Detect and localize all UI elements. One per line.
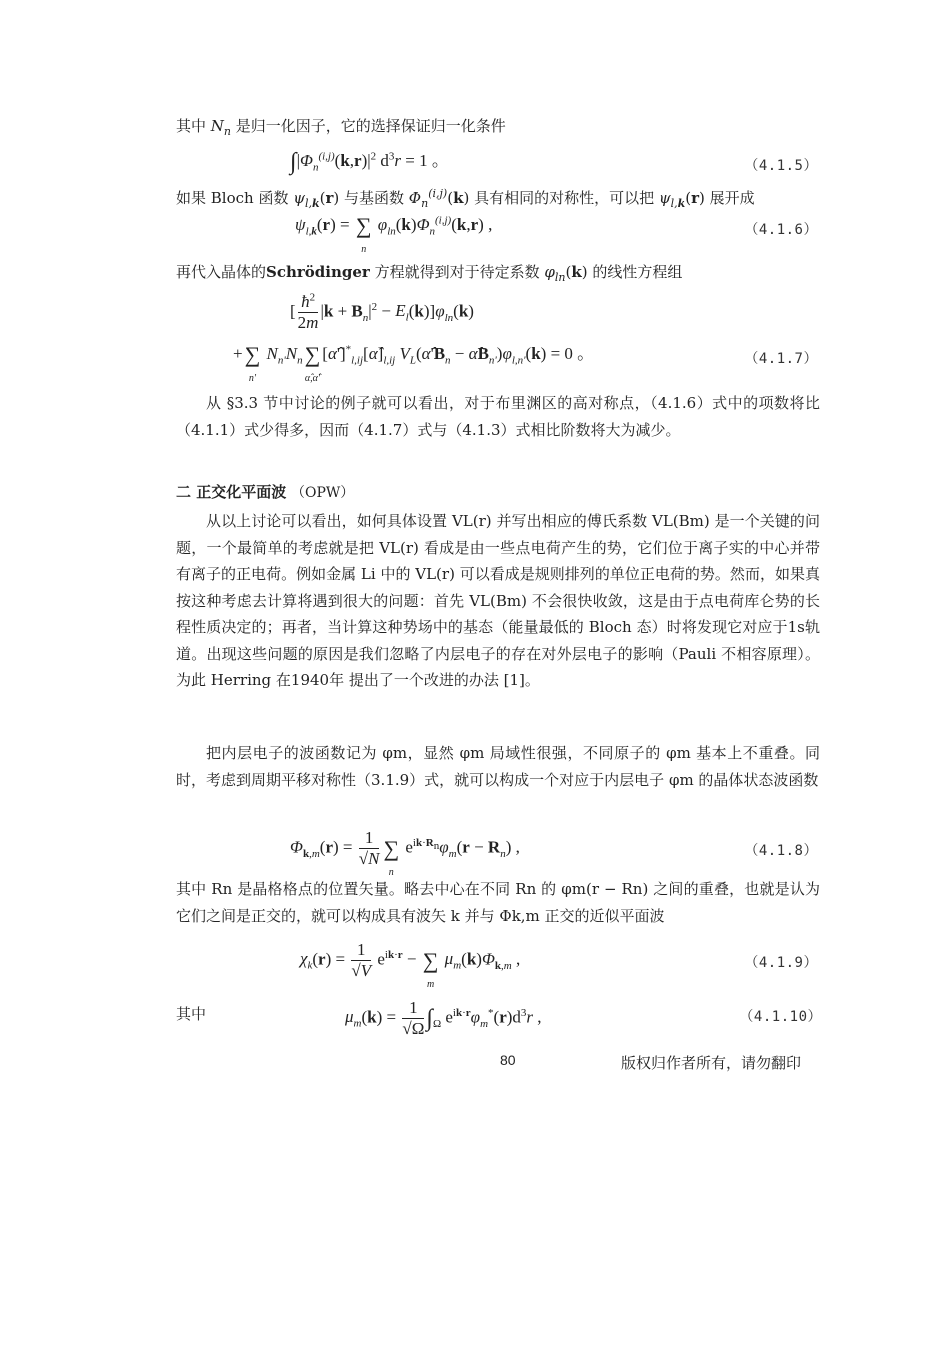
equation-4-1-7-line2: +∑ n' $N_{n'}N_n\sum$ α̂,α̂' $[\alphâ']^*_{l,ij}[\alphâ]_{l,ij}$ $V_L(\alphâ'B_n$ − $\alphâB_{n'})\varphi_{l,n'}(k) = 0$ 。 <box>233 342 595 385</box>
equation-4-1-7-line1: [ $\frac{ħ^2}{2m}$ $|k + B_n|^2 - E_l(k)]\varphi_{ln}(k)$ <box>290 291 474 332</box>
copyright-notice: 版权归作者所有，请勿翻印 <box>621 1054 802 1072</box>
section-heading-opw: 二 正交化平面波 （OPW） <box>176 483 355 501</box>
para-comparison: 从 §3.3 节中讨论的例子就可以看出，对于布里渊区的高对称点，（4.1.6）式中的项数将比（4.1.1）式少得多，因而（4.1.7）式与（4.1.3）式相比阶数将大为减少。 <box>176 394 820 439</box>
equation-number-4-1-7: （4.1.7） <box>744 351 818 367</box>
para-core-wavefunction: 把内层电子的波函数记为 φm，显然 φm 局域性很强，不同原子的 φm 基本上不重叠。同时，考虑到周期平移对称性（3.1.9）式，就可以构成一个对应于内层电子 φm 的晶体状态波函数 <box>176 744 820 789</box>
para-point-charge: 从以上讨论可以看出，如何具体设置 VL(r) 并写出相应的傅氏系数 VL(Bm) 是一个关键的问题，一个最简单的考虑就是把 VL(r) 看成是由一些点电荷产生的势，它们位于离子实的中心并带有离子的正电荷。例如金属 Li 中的 VL(r) 可以看成是规则排列的单位正电荷的势。然而，如果真按这种考虑去计算将遇到很大的问题：首先 VL(Bm) 不会很快收敛，这是由于点电荷库仑势的长程性质决定的；再者，当计算这种势场中的基态（能量最低的 Bloch 态）时将发现它对应于1s轨道。出现这些问题的原因是我们忽略了内层电子的存在对外层电子的影响（Pauli 不相容原理）。为此 Herring 在1940年 提出了一个改进的办法 [1]。 <box>176 512 820 689</box>
equation-number-4-1-6: （4.1.6） <box>744 222 818 238</box>
para-normalization-intro: 其中 $N_n$ 是归一化因子，它的选择保证归一化条件 <box>176 117 506 138</box>
equation-4-1-9: $\chi_k(r)$ = $\frac{1}{√V}$ $e^{ik\cdot r}$ − ∑ m $\mu_m(k)\Phi_{k,m}$ , <box>300 940 521 990</box>
equation-number-4-1-9: （4.1.9） <box>744 955 818 971</box>
equation-number-4-1-5: （4.1.5） <box>744 158 818 174</box>
page-number: 80 <box>500 1052 516 1068</box>
equation-number-4-1-8: （4.1.8） <box>744 843 818 859</box>
para-bloch-expansion: 如果 Bloch 函数 $\psi_{l,k}(r)$ 与基函数 $\Phi_n^{(i,j)}(k)$ 具有相同的对称性，可以把 $\psi_{l,k}(r)$ 展开成 <box>176 187 755 210</box>
para-schrodinger: 再代入晶体的Schrödinger 方程就得到对于待定系数 $\varphi_{ln}(k)$ 的线性方程组 <box>176 263 683 284</box>
equation-4-1-10: $\mu_m(k)$ = $\frac{1}{√\Omega}$ $\int_\Omega$ $e^{ik\cdot r}\varphi_m^*(r)d^3r$ , <box>345 998 542 1038</box>
equation-4-1-5: $\int|\Phi_n^{(i,j)}(k,r)|^2$ $d^3r = 1$ 。 <box>290 149 449 176</box>
equation-4-1-6: $\psi_{l,k}(r)$ = ∑ n $\varphi_{ln}(k)\Phi_n^{(i,j)}(k,r)$ , <box>295 213 493 256</box>
equation-4-1-8: $\Phi_{k,m}(r)$ = $\frac{1}{√N}$ ∑ n $e^{ik\cdot R_n}\varphi_m(r - R_n)$ , <box>290 828 520 878</box>
eq-4-1-10-prefix: 其中 <box>176 1005 207 1023</box>
para-opw-definition: 其中 Rn 是晶格格点的位置矢量。略去中心在不同 Rn 的 φm(r − Rn) 之间的重叠，也就是认为它们之间是正交的，就可以构成具有波矢 k 并与 Φk,m 正交的近似平面波 <box>176 880 820 925</box>
equation-number-4-1-10: （4.1.10） <box>739 1009 822 1025</box>
